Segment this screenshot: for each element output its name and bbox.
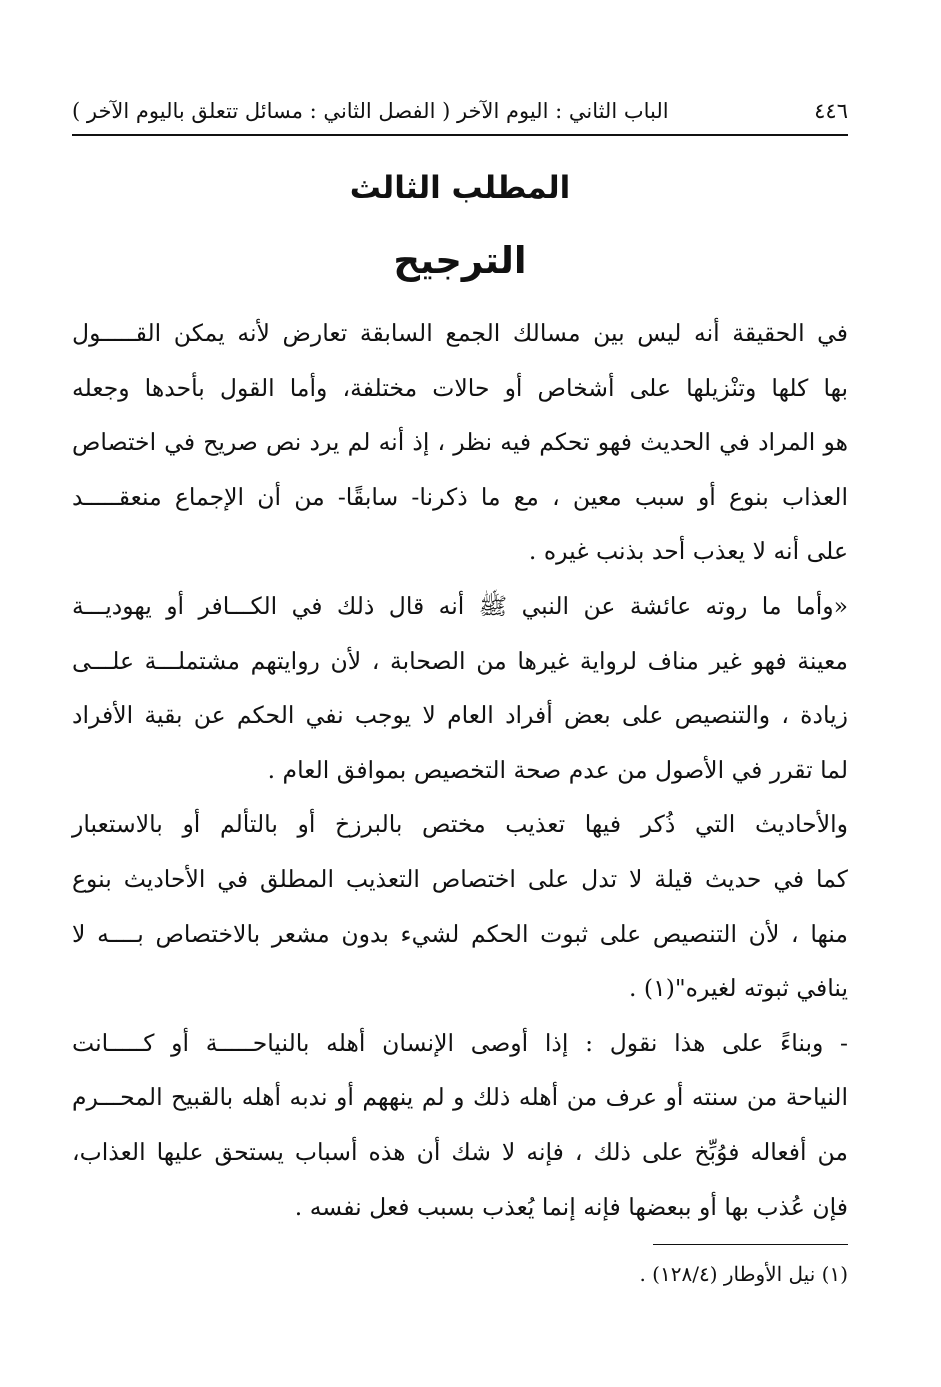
paragraph	[72, 579, 848, 797]
text-line: في الحقيقة أنه ليس بين مسالك الجمع السابقة تعارض لأنه يمكن القـــــول	[72, 319, 848, 347]
text-line: والأحاديث التي ذُكر فيها تعذيب مختص بالبرزخ أو بالتألم أو بالاستعبار	[72, 810, 848, 839]
text-line: العذاب بنوع أو سبب معين ، مع ما ذكرنا- سابقًا- من أن الإجماع منعقـــــد	[72, 482, 848, 511]
text-line: ينافي ثبوته لغيره"(١) .	[628, 974, 848, 1003]
text-line: زيادة ، والتنصيص على بعض أفراد العام لا يوجب نفي الحكم عن بقية الأفراد	[72, 701, 848, 730]
document-page	[72, 96, 848, 1289]
text-line: النياحة من سنته أو عرف من أهله ذلك و لم ينههم أو ندبه أهله بالقبيح المحـــرم	[72, 1083, 848, 1112]
text-line: «وأما ما روته عائشة عن النبي ﷺ أنه قال ذلك في الكـــافر أو يهوديـــة	[72, 591, 848, 620]
section-heading: المطلب الثالث	[349, 170, 571, 206]
text-line: - وبناءً على هذا نقول : إذا أوصى الإنسان أهله بالنياحـــــة أو كـــــانت	[72, 1028, 848, 1057]
footnote: (١) نيل الأوطار (١٢٨/٤) .	[639, 1262, 848, 1287]
text-line: منها ، لأن التنصيص على ثبوت الحكم لشيء بدون مشعر بالاختصاص بــــه لا	[72, 919, 848, 948]
text-line: فإن عُذب بها أو ببعضها فإنه إنما يُعذب بسبب فعل نفسه .	[294, 1192, 848, 1221]
paragraph	[72, 797, 848, 1015]
text-line: من أفعاله فوُبِّخ على ذلك ، فإنه لا شك أن هذه أسباب يستحق عليها العذاب،	[72, 1137, 848, 1166]
paragraph	[72, 306, 848, 579]
text-line: على أنه لا يعذب أحد بذنب غيره .	[528, 537, 848, 566]
body-text	[72, 306, 848, 1234]
text-line: كما في حديث قيلة لا تدل على اختصاص التعذيب المطلق في الأحاديث بنوع	[72, 864, 848, 893]
page-number: ٤٤٦	[814, 99, 848, 123]
running-head	[72, 96, 848, 130]
text-line: بها كلها وتنْزيلها على أشخاص أو حالات مختلفة، وأما القول بأحدها وجعله	[72, 373, 848, 402]
footnote-rule	[653, 1244, 848, 1245]
running-head-title: الباب الثاني : اليوم الآخر ( الفصل الثاني : مسائل تتعلق باليوم الآخر )	[72, 99, 669, 123]
header-rule	[72, 134, 848, 136]
topic-heading: الترجيح	[393, 239, 527, 282]
text-line: لما تقرر في الأصول من عدم صحة التخصيص بموافق العام .	[267, 755, 848, 784]
text-line: هو المراد في الحديث فهو تحكم فيه نظر ، إذ أنه لم يرد نص صريح في اختصاص	[72, 428, 848, 457]
text-line: معينة فهو غير مناف لرواية غيرها من الصحابة ، لأن روايتهم مشتملـــة علـــى	[72, 646, 848, 675]
paragraph	[72, 1016, 848, 1234]
